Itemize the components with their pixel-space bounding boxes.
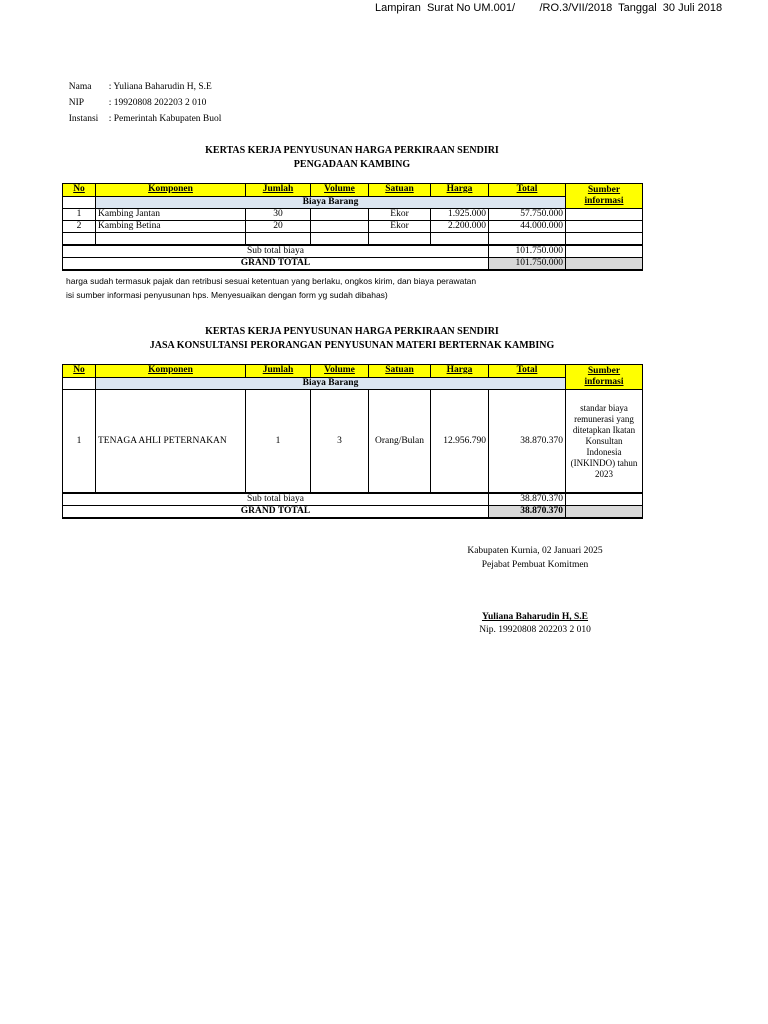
nip-label: NIP (68, 98, 85, 108)
grandtotal-value: 38.870.370 (489, 506, 566, 519)
section-label: Biaya Barang (96, 377, 566, 390)
cell-total: 44.000.000 (489, 221, 566, 233)
grandtotal-label: GRAND TOTAL (63, 258, 489, 271)
empty-cell (96, 233, 246, 246)
table1-note-line1: harga sudah termasuk pajak dan retribusi sesuai ketentuan yang berlaku, ongkos kirim, dan biaya perawatan (66, 276, 477, 286)
cell-no: 2 (63, 221, 96, 233)
cell-total: 57.750.000 (489, 209, 566, 221)
col-komponen: Komponen (96, 365, 246, 378)
empty-cell (63, 233, 96, 246)
empty-cell (566, 233, 643, 246)
col-satuan: Satuan (369, 184, 431, 197)
col-total: Total (489, 365, 566, 378)
lampiran-header: Lampiran Surat No UM.001/ /RO.3/VII/2018 Tanggal 30 Juli 2018 (375, 2, 723, 14)
col-sumber: Sumber informasi (566, 365, 643, 390)
section-spacer (63, 377, 96, 390)
table2-subtotal-row (63, 493, 643, 506)
table1-title-line1: KERTAS KERJA PENYUSUNAN HARGA PERKIRAAN SENDIRI (205, 145, 499, 156)
cell-sumber (566, 209, 643, 221)
grandtotal-label: GRAND TOTAL (63, 506, 489, 519)
empty-cell (246, 233, 311, 246)
signature-name: Yuliana Baharudin H, S.E (481, 612, 589, 622)
col-satuan: Satuan (369, 365, 431, 378)
col-harga: Harga (431, 184, 489, 197)
table-row (63, 221, 643, 233)
empty-cell (566, 245, 643, 258)
empty-cell (489, 233, 566, 246)
empty-cell (431, 233, 489, 246)
cell-volume: 3 (311, 390, 369, 494)
cell-satuan: Ekor (369, 209, 431, 221)
table-row (63, 390, 643, 494)
subtotal-label: Sub total biaya (63, 245, 489, 258)
nip-value: : 19920808 202203 2 010 (108, 98, 207, 108)
cell-satuan: Orang/Bulan (369, 390, 431, 494)
cell-volume (311, 221, 369, 233)
section-label: Biaya Barang (96, 196, 566, 209)
table1-note-line2: isi sumber informasi penyusunan hps. Menyesuaikan dengan form yg sudah dibahas) (66, 290, 388, 300)
cell-no: 1 (63, 390, 96, 494)
table-row-empty (63, 233, 643, 246)
col-no: No (63, 184, 96, 197)
cell-komponen: Kambing Jantan (96, 209, 246, 221)
table2-hps (62, 364, 643, 519)
table2-section-row (63, 377, 643, 390)
col-volume: Volume (311, 184, 369, 197)
subtotal-value: 101.750.000 (489, 245, 566, 258)
col-volume: Volume (311, 365, 369, 378)
col-jumlah: Jumlah (246, 184, 311, 197)
cell-jumlah: 20 (246, 221, 311, 233)
empty-cell (566, 258, 643, 271)
table2-grandtotal-row (63, 506, 643, 519)
cell-no: 1 (63, 209, 96, 221)
cell-jumlah: 30 (246, 209, 311, 221)
identity-instansi (64, 104, 221, 124)
instansi-label: Instansi (68, 114, 99, 124)
col-no: No (63, 365, 96, 378)
cell-harga: 2.200.000 (431, 221, 489, 233)
cell-sumber (566, 221, 643, 233)
subtotal-label: Sub total biaya (63, 493, 489, 506)
table-row (63, 209, 643, 221)
table1-hps (62, 183, 643, 271)
grandtotal-value: 101.750.000 (489, 258, 566, 271)
table1-section-row (63, 196, 643, 209)
cell-volume (311, 209, 369, 221)
empty-cell (566, 493, 643, 506)
table1-title-line2: PENGADAAN KAMBING (293, 159, 411, 170)
table1-grandtotal-row (63, 258, 643, 271)
cell-komponen: Kambing Betina (96, 221, 246, 233)
empty-cell (566, 506, 643, 519)
cell-harga: 1.925.000 (431, 209, 489, 221)
col-sumber: Sumber informasi (566, 184, 643, 209)
subtotal-value: 38.870.370 (489, 493, 566, 506)
signature-nip: Nip. 19920808 202203 2 010 (479, 625, 591, 635)
col-komponen: Komponen (96, 184, 246, 197)
cell-harga: 12.956.790 (431, 390, 489, 494)
table2-title-line1: KERTAS KERJA PENYUSUNAN HARGA PERKIRAAN SENDIRI (205, 326, 499, 337)
section-spacer (63, 196, 96, 209)
cell-komponen: TENAGA AHLI PETERNAKAN (96, 390, 246, 494)
cell-sumber: standar biaya remunerasi yang ditetapkan Ikatan Konsultan Indonesia (INKINDO) tahun 2023 (566, 390, 643, 494)
empty-cell (311, 233, 369, 246)
col-total: Total (489, 184, 566, 197)
cell-total: 38.870.370 (489, 390, 566, 494)
nama-label: Nama (68, 82, 92, 92)
signature-role: Pejabat Pembuat Komitmen (481, 560, 589, 570)
nama-value: : Yuliana Baharudin H, S.E (108, 82, 212, 92)
empty-cell (369, 233, 431, 246)
col-jumlah: Jumlah (246, 365, 311, 378)
table2-header-row (63, 365, 643, 378)
signature-place-date: Kabupaten Kurnia, 02 Januari 2025 (467, 546, 603, 556)
table2-title-line2: JASA KONSULTANSI PERORANGAN PENYUSUNAN MATERI BERTERNAK KAMBING (149, 340, 555, 351)
cell-satuan: Ekor (369, 221, 431, 233)
table1-header-row (63, 184, 643, 197)
col-harga: Harga (431, 365, 489, 378)
table1-subtotal-row (63, 245, 643, 258)
cell-jumlah: 1 (246, 390, 311, 494)
instansi-value: : Pemerintah Kabupaten Buol (108, 114, 222, 124)
